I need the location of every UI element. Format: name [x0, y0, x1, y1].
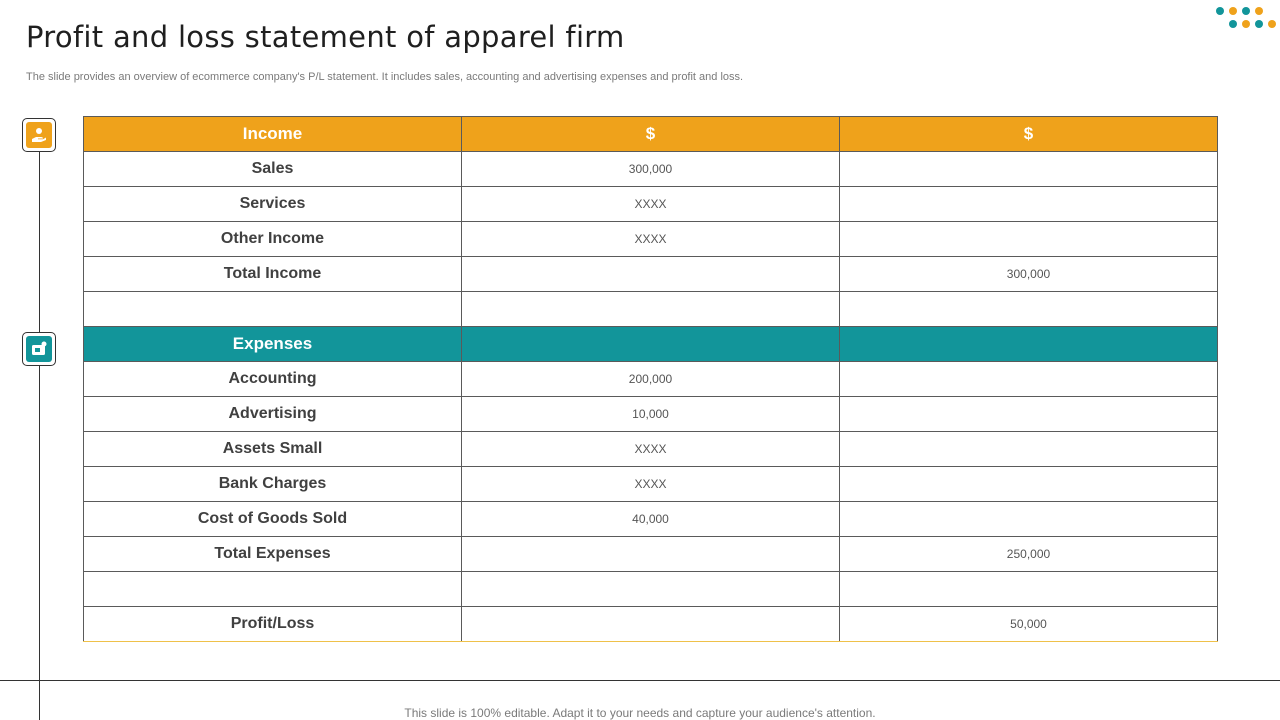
row-value: 300,000 [462, 152, 840, 187]
expenses-header-col2 [462, 327, 840, 362]
row-value: 40,000 [462, 502, 840, 537]
hand-coin-icon [26, 122, 52, 148]
row-total: 250,000 [840, 537, 1218, 572]
income-header-col3: $ [840, 117, 1218, 152]
row-total [840, 397, 1218, 432]
row-value [462, 572, 840, 607]
row-value: XXXX [462, 187, 840, 222]
row-value: XXXX [462, 432, 840, 467]
row-label: Total Income [84, 257, 462, 292]
table-row [84, 292, 1218, 327]
profit-loss-table [83, 116, 1218, 642]
row-label: Assets Small [84, 432, 462, 467]
row-total [840, 222, 1218, 257]
row-value: 200,000 [462, 362, 840, 397]
income-marker [22, 118, 56, 152]
row-label: Other Income [84, 222, 462, 257]
row-label: Accounting [84, 362, 462, 397]
row-label: Profit/Loss [84, 607, 462, 642]
row-value [462, 537, 840, 572]
row-value: 10,000 [462, 397, 840, 432]
table-row [84, 362, 1218, 397]
table-row [84, 432, 1218, 467]
expenses-header-row [84, 327, 1218, 362]
row-label: Cost of Goods Sold [84, 502, 462, 537]
row-value: XXXX [462, 467, 840, 502]
row-total [840, 467, 1218, 502]
row-total [840, 152, 1218, 187]
expenses-header-label: Expenses [84, 327, 462, 362]
timeline-line [39, 152, 40, 720]
table-row [84, 187, 1218, 222]
table-row [84, 607, 1218, 642]
table-row [84, 502, 1218, 537]
table-row [84, 152, 1218, 187]
row-label [84, 292, 462, 327]
wallet-money-icon [26, 336, 52, 362]
row-total [840, 187, 1218, 222]
row-label: Sales [84, 152, 462, 187]
row-total [840, 362, 1218, 397]
table-row [84, 572, 1218, 607]
row-total [840, 502, 1218, 537]
row-total [840, 572, 1218, 607]
row-total [840, 432, 1218, 467]
page-title: Profit and loss statement of apparel firm [26, 20, 625, 54]
row-value [462, 257, 840, 292]
page-subtitle: The slide provides an overview of ecommerce company's P/L statement. It includes sales, accounting and advertising expenses and profit and loss. [26, 71, 744, 83]
row-total [840, 292, 1218, 327]
row-label [84, 572, 462, 607]
table-row [84, 537, 1218, 572]
income-header-col2: $ [462, 117, 840, 152]
table-row [84, 397, 1218, 432]
row-label: Advertising [84, 397, 462, 432]
income-header-row [84, 117, 1218, 152]
income-header-label: Income [84, 117, 462, 152]
expenses-marker [22, 332, 56, 366]
table-row [84, 222, 1218, 257]
row-label: Services [84, 187, 462, 222]
row-value [462, 607, 840, 642]
table-row [84, 257, 1218, 292]
decorative-dots [1214, 5, 1274, 31]
row-total: 50,000 [840, 607, 1218, 642]
row-label: Total Expenses [84, 537, 462, 572]
expenses-header-col3 [840, 327, 1218, 362]
footer-note: This slide is 100% editable. Adapt it to your needs and capture your audience's attention. [404, 706, 876, 720]
row-label: Bank Charges [84, 467, 462, 502]
row-value: XXXX [462, 222, 840, 257]
row-value [462, 292, 840, 327]
row-total: 300,000 [840, 257, 1218, 292]
footer-divider [0, 680, 1280, 681]
table-row [84, 467, 1218, 502]
